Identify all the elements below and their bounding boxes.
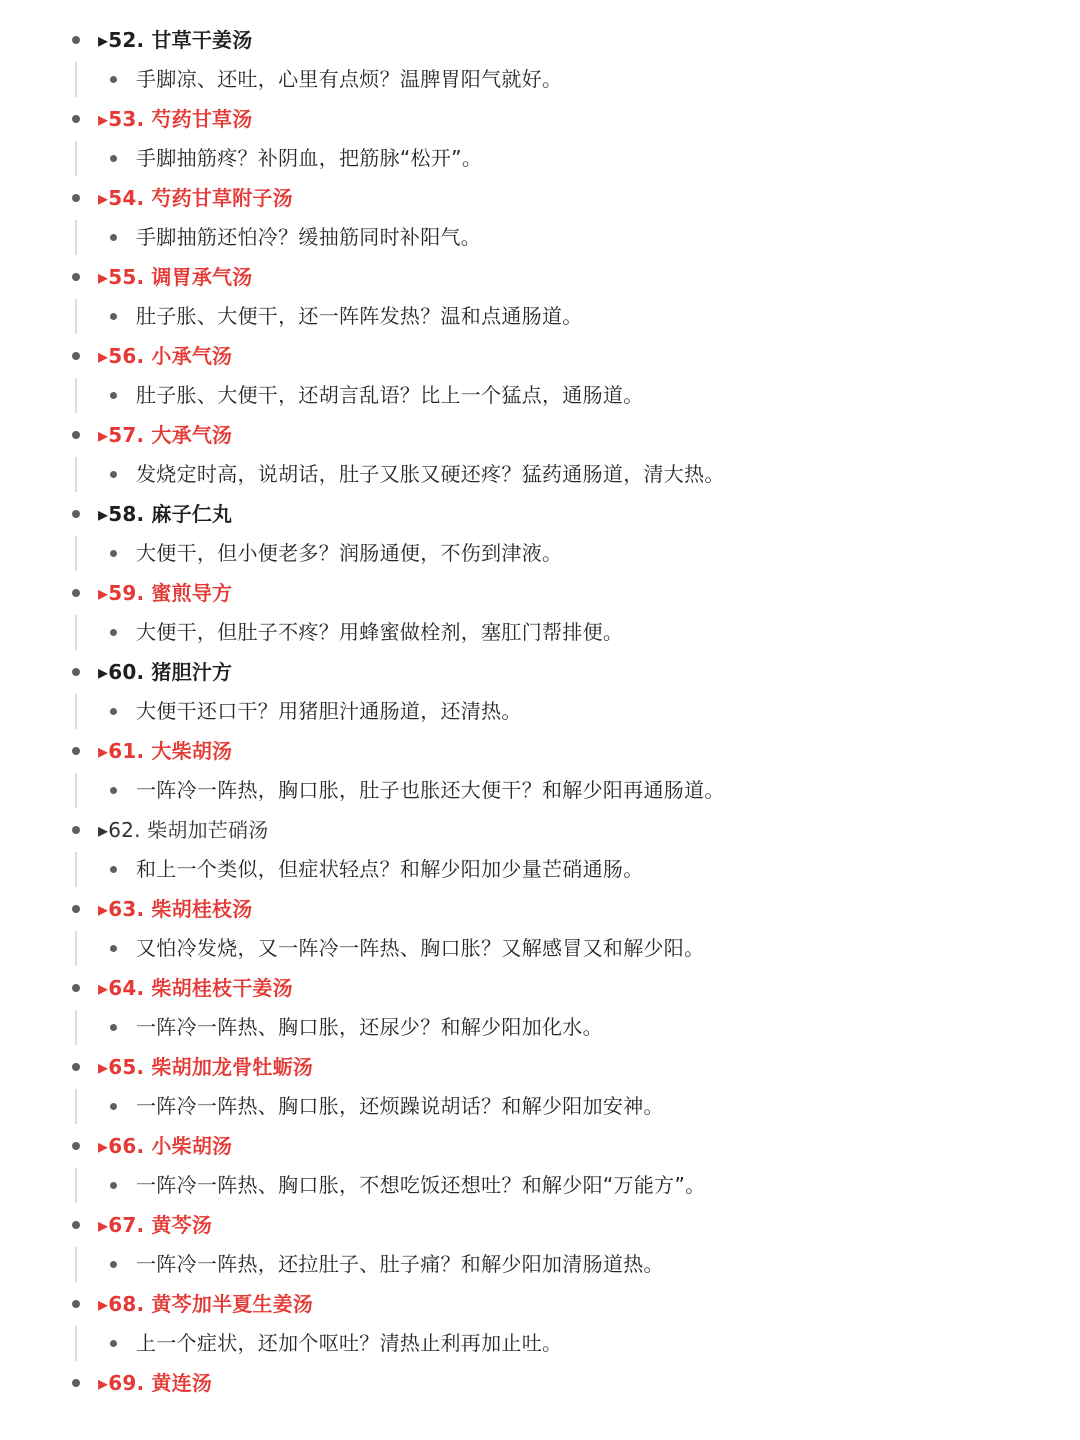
formula-title: ▸69. 黄连汤 [98,1370,213,1395]
indent-guide-line [75,773,77,809]
item-title-row[interactable] [0,20,1080,60]
sub-bullet-icon[interactable] [110,945,117,952]
bullet-icon[interactable] [72,1142,80,1150]
item-title-row[interactable] [0,652,1080,692]
item-description-row [0,297,1080,337]
formula-title: ▸58. 麻子仁丸 [98,501,233,526]
outline-item[interactable] [0,889,1080,968]
item-title-row[interactable] [0,810,1080,850]
indent-guide-line [75,62,77,98]
indent-guide-line [75,1326,77,1362]
bullet-icon[interactable] [72,194,80,202]
formula-title: ▸52. 甘草干姜汤 [98,27,253,52]
outline-item[interactable] [0,652,1080,731]
item-description-row [0,929,1080,969]
sub-bullet-icon[interactable] [110,392,117,399]
formula-description: 肚子胀、大便干，还一阵阵发热？温和点通肠道。 [136,304,583,329]
outline-item[interactable] [0,731,1080,810]
outline-item[interactable] [0,1205,1080,1284]
formula-description: 手脚抽筋疼？补阴血，把筋脉“松开”。 [136,146,483,171]
item-title-row[interactable] [0,257,1080,297]
item-title-row[interactable] [0,1047,1080,1087]
item-description-row [0,771,1080,811]
bullet-icon[interactable] [72,826,80,834]
formula-title: ▸68. 黄芩加半夏生姜汤 [98,1291,314,1316]
item-title-row[interactable] [0,1205,1080,1245]
formula-description: 一阵冷一阵热，还拉肚子、肚子痛？和解少阳加清肠道热。 [136,1252,664,1277]
item-description-row [0,376,1080,416]
formula-title: ▸53. 芍药甘草汤 [98,106,253,131]
bullet-icon[interactable] [72,352,80,360]
item-description-row [0,692,1080,732]
formula-description: 手脚凉、还吐，心里有点烦？温脾胃阳气就好。 [136,67,563,92]
formula-title: ▸56. 小承气汤 [98,343,233,368]
item-description-row [0,850,1080,890]
indent-guide-line [75,852,77,888]
formula-description: 一阵冷一阵热，胸口胀，肚子也胀还大便干？和解少阳再通肠道。 [136,778,725,803]
bullet-icon[interactable] [72,1300,80,1308]
formula-title: ▸66. 小柴胡汤 [98,1133,233,1158]
outline-item[interactable] [0,257,1080,336]
indent-guide-line [75,694,77,730]
formula-description: 又怕冷发烧，又一阵冷一阵热、胸口胀？又解感冒又和解少阳。 [136,936,705,961]
sub-bullet-icon[interactable] [110,1340,117,1347]
item-description-row [0,1245,1080,1285]
sub-bullet-icon[interactable] [110,1024,117,1031]
sub-bullet-icon[interactable] [110,76,117,83]
item-description-row [0,613,1080,653]
outline-item[interactable] [0,968,1080,1047]
outline-item[interactable] [0,1284,1080,1363]
bullet-icon[interactable] [72,668,80,676]
item-description-row [0,1087,1080,1127]
indent-guide-line [75,615,77,651]
formula-title: ▸57. 大承气汤 [98,422,233,447]
indent-guide-line [75,931,77,967]
indent-guide-line [75,1010,77,1046]
item-description-row [0,534,1080,574]
sub-bullet-icon[interactable] [110,313,117,320]
indent-guide-line [75,141,77,177]
item-description-row [0,139,1080,179]
indent-guide-line [75,457,77,493]
sub-bullet-icon[interactable] [110,234,117,241]
outline-item[interactable] [0,1047,1080,1126]
bullet-icon[interactable] [72,589,80,597]
outline-item[interactable] [0,573,1080,652]
indent-guide-line [75,220,77,256]
outline-item[interactable] [0,415,1080,494]
item-description-row [0,1324,1080,1364]
item-title-row[interactable] [0,415,1080,455]
sub-bullet-icon[interactable] [110,787,117,794]
item-title-row[interactable] [0,336,1080,376]
formula-description: 手脚抽筋还怕冷？缓抽筋同时补阳气。 [136,225,482,250]
item-description-row [0,218,1080,258]
formula-description: 大便干，但小便老多？润肠通便，不伤到津液。 [136,541,563,566]
formula-title: ▸54. 芍药甘草附子汤 [98,185,293,210]
indent-guide-line [75,1089,77,1125]
sub-bullet-icon[interactable] [110,629,117,636]
indent-guide-line [75,378,77,414]
indent-guide-line [75,1247,77,1283]
bullet-icon[interactable] [72,510,80,518]
item-title-row[interactable] [0,968,1080,1008]
sub-bullet-icon[interactable] [110,471,117,478]
formula-title: ▸65. 柴胡加龙骨牡蛎汤 [98,1054,314,1079]
bullet-icon[interactable] [72,984,80,992]
item-description-row [0,1166,1080,1206]
item-description-row [0,455,1080,495]
formula-title: ▸59. 蜜煎导方 [98,580,233,605]
sub-bullet-icon[interactable] [110,1261,117,1268]
formula-title: ▸64. 柴胡桂枝干姜汤 [98,975,293,1000]
bullet-icon[interactable] [72,273,80,281]
sub-bullet-icon[interactable] [110,155,117,162]
item-title-row[interactable] [0,1284,1080,1324]
item-title-row[interactable] [0,1363,1080,1403]
formula-title: ▸67. 黄芩汤 [98,1212,213,1237]
formula-description: 大便干，但肚子不疼？用蜂蜜做栓剂，塞肛门帮排便。 [136,620,624,645]
outline-item[interactable] [0,1126,1080,1205]
formula-description: 肚子胀、大便干，还胡言乱语？比上一个猛点，通肠道。 [136,383,644,408]
outline-list [0,20,1080,1403]
indent-guide-line [75,299,77,335]
formula-description: 上一个症状，还加个呕吐？清热止利再加止吐。 [136,1331,563,1356]
item-title-row[interactable] [0,731,1080,771]
formula-title: ▸62. 柴胡加芒硝汤 [98,817,269,842]
formula-title: ▸63. 柴胡桂枝汤 [98,896,253,921]
item-title-row[interactable] [0,178,1080,218]
formula-title: ▸61. 大柴胡汤 [98,738,233,763]
indent-guide-line [75,1168,77,1204]
formula-description: 发烧定时高，说胡话，肚子又胀又硬还疼？猛药通肠道，清大热。 [136,462,725,487]
formula-description: 一阵冷一阵热、胸口胀，还尿少？和解少阳加化水。 [136,1015,603,1040]
bullet-icon[interactable] [72,747,80,755]
bullet-icon[interactable] [72,1063,80,1071]
sub-bullet-icon[interactable] [110,866,117,873]
item-title-row[interactable] [0,889,1080,929]
outline-item[interactable] [0,810,1080,889]
outline-item[interactable] [0,99,1080,178]
bullet-icon[interactable] [72,1221,80,1229]
outline-item[interactable] [0,178,1080,257]
indent-guide-line [75,536,77,572]
sub-bullet-icon[interactable] [110,1103,117,1110]
item-title-row[interactable] [0,573,1080,613]
formula-title: ▸60. 猪胆汁方 [98,659,233,684]
formula-description: 一阵冷一阵热、胸口胀，还烦躁说胡话？和解少阳加安神。 [136,1094,664,1119]
bullet-icon[interactable] [72,36,80,44]
item-description-row [0,60,1080,100]
formula-description: 一阵冷一阵热、胸口胀，不想吃饭还想吐？和解少阳“万能方”。 [136,1173,706,1198]
bullet-icon[interactable] [72,115,80,123]
item-title-row[interactable] [0,494,1080,534]
outline-item[interactable] [0,494,1080,573]
sub-bullet-icon[interactable] [110,550,117,557]
item-description-row [0,1008,1080,1048]
outline-item[interactable] [0,20,1080,99]
item-title-row[interactable] [0,1126,1080,1166]
sub-bullet-icon[interactable] [110,708,117,715]
bullet-icon[interactable] [72,431,80,439]
formula-description: 和上一个类似，但症状轻点？和解少阳加少量芒硝通肠。 [136,857,644,882]
formula-description: 大便干还口干？用猪胆汁通肠道，还清热。 [136,699,522,724]
sub-bullet-icon[interactable] [110,1182,117,1189]
bullet-icon[interactable] [72,905,80,913]
bullet-icon[interactable] [72,1379,80,1387]
item-title-row[interactable] [0,99,1080,139]
formula-title: ▸55. 调胃承气汤 [98,264,253,289]
outline-item[interactable] [0,336,1080,415]
outline-item[interactable] [0,1363,1080,1403]
